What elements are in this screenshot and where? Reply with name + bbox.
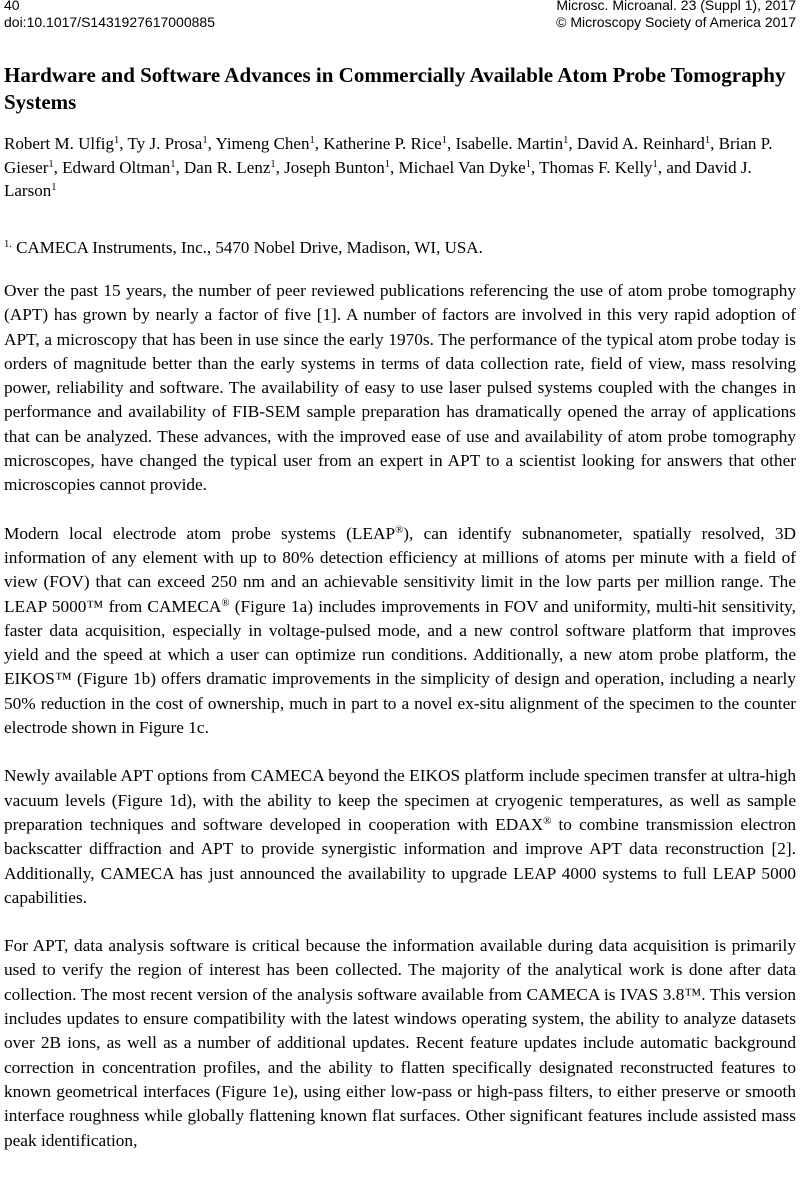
author-list bbox=[4, 132, 796, 203]
doi: doi:10.1017/S1431927617000885 bbox=[4, 14, 215, 30]
paragraph-text: (Figure 1a) includes improvements in FOV and uniformity, multi-hit sensitivity, faster data acquisition, especially in voltage-pulsed mode, and a new control software platform that improves yield and the speed at which a user can optimize run conditions. Additionally, a new atom probe platform, the EIKOS™ (Figure 1b) offers dramatic improvements in the simplicity of design and operation, including a nearly 50% reduction in the cost of ownership, much in part to a novel ex-situ alignment of the specimen to the counter electrode shown in Figure 1c. bbox=[4, 596, 796, 738]
author-affiliation-marker: 1 bbox=[384, 158, 391, 170]
author-name: Edward Oltman bbox=[62, 157, 171, 177]
author-separator: , and bbox=[657, 157, 696, 177]
body-paragraph bbox=[4, 934, 796, 1153]
author-affiliation-marker: 1 bbox=[48, 158, 54, 170]
author-name: Katherine P. Rice bbox=[323, 134, 442, 153]
author-separator: , bbox=[446, 134, 456, 153]
paragraph-text: Over the past 15 years, the number of peer reviewed publications referencing the use of atom probe tomography (APT) has grown by nearly a factor of five [1]. A number of factors are involved in this very rapid adoption of APT, a microscopy that has been in use since the early 1970s. The performance of the typical atom probe today is orders of magnitude better than the early systems in terms of data collection rate, field of view, mass resolving power, reliability and software. The availability of easy to use laser pulsed systems coupled with the changes in performance and availability of FIB-SEM sample preparation has dramatically opened the array of applications that can be analyzed. These advances, with the improved ease of use and availability of atom probe tomography microscopes, have changed the typical user from an expert in APT to a scientist looking for answers that other microscopies cannot provide. bbox=[4, 281, 796, 495]
paragraph-text: For APT, data analysis software is critical because the information available during data acquisition is primarily used to verify the region of interest has been collected. The majority of the analytical work is done after data collection. The most recent version of the analysis software available from CAMECA is IVAS 3.8™. This version includes updates to ensure compatibility with the latest windows operating system, the ability to analyze datasets over 2B ions, as well as a number of additional updates. Recent feature updates include automatic background correction in concentration profiles, and the ability to flatten specifically designated reconstructed features to known geometrical interfaces (Figure 1e), using either low-pass or high-pass filters, to either preserve or smooth interface roughness while globally flattening known flat surfaces. Other significant features include assisted mass peak identification, bbox=[4, 936, 796, 1150]
author-name: Joseph Bunton bbox=[284, 157, 385, 177]
author-affiliation-marker: 1 bbox=[309, 135, 315, 147]
author-name: David A. Reinhard bbox=[576, 134, 705, 153]
author-affiliation-marker: 1 bbox=[51, 182, 57, 194]
registered-mark: ® bbox=[543, 815, 552, 828]
body-paragraph bbox=[4, 279, 796, 498]
author-affiliation-marker: 1 bbox=[652, 158, 658, 170]
author-name: Robert M. Ulfig bbox=[4, 134, 115, 153]
copyright: © Microscopy Society of America 2017 bbox=[556, 14, 796, 30]
body-paragraph bbox=[4, 522, 796, 741]
author-affiliation-marker: 1 bbox=[270, 158, 276, 170]
paragraph-text: Modern local electrode atom probe systems (LEAP bbox=[4, 523, 396, 543]
author-separator: , bbox=[53, 157, 63, 177]
author-separator: , bbox=[568, 134, 577, 153]
author-separator: , bbox=[710, 134, 719, 153]
author-name: David J. Larson bbox=[4, 157, 752, 200]
author-affiliation-marker: 1 bbox=[170, 158, 176, 170]
author-name: Ty J. Prosa bbox=[127, 134, 203, 153]
affiliation-text: CAMECA Instruments, Inc., 5470 Nobel Drive, Madison, WI, USA. bbox=[11, 238, 483, 257]
author-name: Brian P. Gieser bbox=[4, 134, 773, 177]
author-separator: , bbox=[175, 157, 185, 177]
author-name: Michael Van Dyke bbox=[398, 157, 526, 177]
paper-title: Hardware and Software Advances in Commercially Available Atom Probe Tomography Systems bbox=[4, 63, 786, 114]
page-number: 40 bbox=[4, 0, 20, 13]
author-name: Yimeng Chen bbox=[215, 134, 310, 153]
author-name: Thomas F. Kelly bbox=[539, 157, 653, 177]
header-right bbox=[556, 0, 796, 31]
author-separator: , bbox=[275, 157, 285, 177]
author-name: Dan R. Lenz bbox=[184, 157, 271, 177]
registered-mark: ® bbox=[395, 523, 404, 536]
paragraph-text: Newly available APT options from CAMECA beyond the EIKOS platform include specimen transfer at ultra-high vacuum levels (Figure 1d), with the ability to keep the specimen at cryogenic temperatures, as well as sample preparation techniques and software developed in cooperation with EDAX bbox=[4, 766, 796, 834]
author-affiliation-marker: 1 bbox=[563, 135, 569, 147]
paragraph-text: to combine transmission electron backscatter diffraction and APT to provide synergistic information and improve APT data reconstruction [2]. Additionally, CAMECA has just announced the availability to upgrade LEAP 4000 systems to full LEAP 5000 capabilities. bbox=[4, 814, 796, 907]
author-separator: , bbox=[207, 134, 216, 153]
affiliation bbox=[4, 236, 483, 259]
header-left bbox=[4, 0, 215, 31]
author-separator: , bbox=[314, 134, 324, 153]
author-separator: , bbox=[119, 134, 128, 153]
author-separator: , bbox=[530, 157, 540, 177]
body-paragraph bbox=[4, 764, 796, 910]
author-affiliation-marker: 1 bbox=[704, 135, 711, 147]
journal-citation: Microsc. Microanal. 23 (Suppl 1), 2017 bbox=[556, 0, 796, 13]
registered-mark: ® bbox=[221, 596, 230, 609]
author-name: Isabelle. Martin bbox=[455, 134, 564, 153]
paragraph-text: ), can identify subnanometer, spatially resolved, 3D information of any element with up to 80% detection efficiency at millions of atoms per minute with a field of view (FOV) that can exceed 250 nm and an achievable sensitivity limit in the low parts per million range. The LEAP 5000™ from CAMECA bbox=[4, 523, 796, 616]
body-text bbox=[4, 279, 796, 1177]
author-affiliation-marker: 1 bbox=[441, 135, 447, 147]
author-affiliation-marker: 1 bbox=[114, 135, 120, 147]
author-affiliation-marker: 1 bbox=[525, 158, 531, 170]
author-affiliation-marker: 1 bbox=[202, 135, 208, 147]
affiliation-marker: 1. bbox=[4, 239, 12, 251]
author-separator: , bbox=[390, 157, 399, 177]
